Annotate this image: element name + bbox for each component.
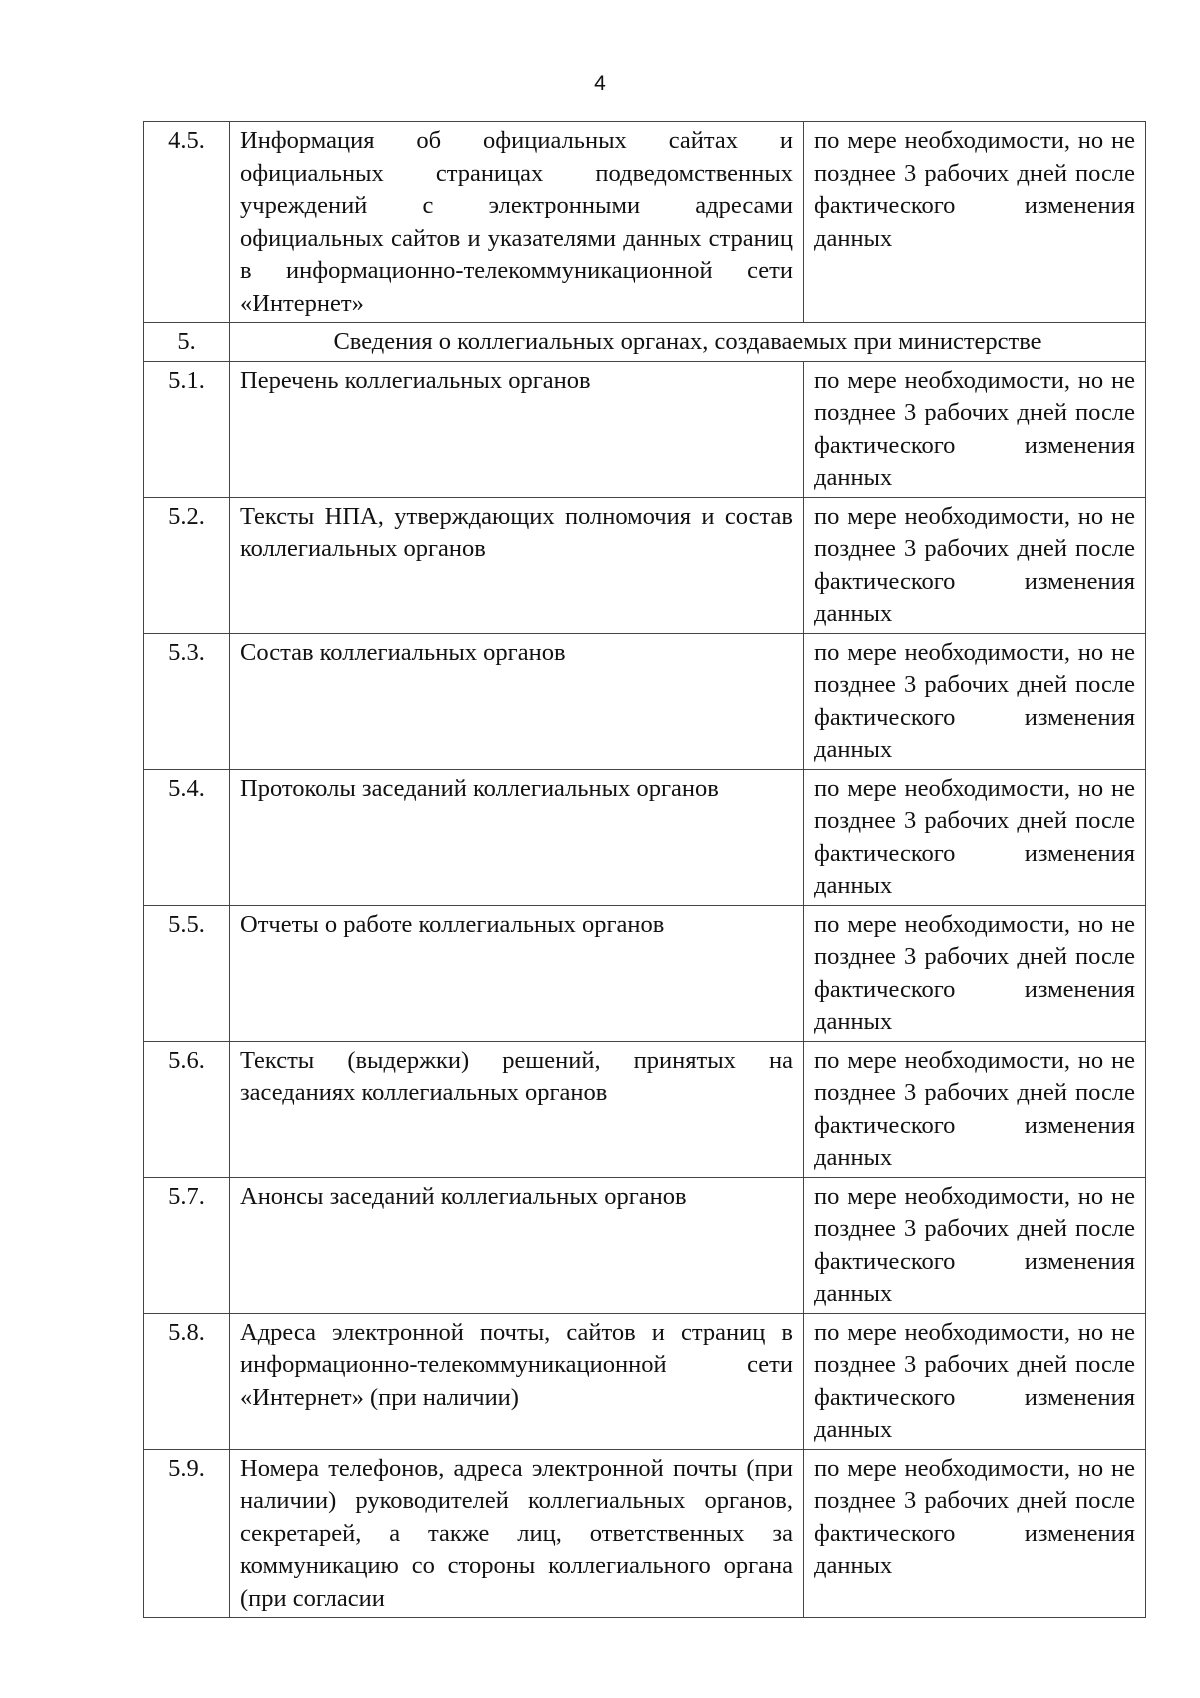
- update-term: по мере необходимости, но не позднее 3 рабочих дней после фактического изменения данных: [804, 1041, 1146, 1177]
- row-number: 4.5.: [144, 122, 230, 323]
- table-row: [144, 122, 1146, 323]
- table-row: [144, 905, 1146, 1041]
- row-number: 5.1.: [144, 361, 230, 497]
- row-number: 5.2.: [144, 497, 230, 633]
- information-table: [143, 121, 1146, 1618]
- page-number: 4: [594, 72, 606, 95]
- row-number: 5.7.: [144, 1177, 230, 1313]
- table-row: [144, 1177, 1146, 1313]
- info-description: Анонсы заседаний коллегиальных органов: [230, 1177, 804, 1313]
- info-description: Состав коллегиальных органов: [230, 633, 804, 769]
- table-row: [144, 1449, 1146, 1618]
- update-term: по мере необходимости, но не позднее 3 рабочих дней после фактического изменения данных: [804, 122, 1146, 323]
- row-number: 5.3.: [144, 633, 230, 769]
- info-description: Информация об официальных сайтах и официальных страницах подведомственных учреждений с электронными адресами официальных сайтов и указателями данных страниц в информационно-телекоммуникационной сети «Интернет»: [230, 122, 804, 323]
- update-term: по мере необходимости, но не позднее 3 рабочих дней после фактического изменения данных: [804, 769, 1146, 905]
- update-term: по мере необходимости, но не позднее 3 рабочих дней после фактического изменения данных: [804, 361, 1146, 497]
- info-description: Перечень коллегиальных органов: [230, 361, 804, 497]
- table-row: [144, 633, 1146, 769]
- update-term: по мере необходимости, но не позднее 3 рабочих дней после фактического изменения данных: [804, 497, 1146, 633]
- row-number: 5.5.: [144, 905, 230, 1041]
- info-description: Тексты НПА, утверждающих полномочия и состав коллегиальных органов: [230, 497, 804, 633]
- table-row: [144, 769, 1146, 905]
- update-term: по мере необходимости, но не позднее 3 рабочих дней после фактического изменения данных: [804, 1313, 1146, 1449]
- table-row: [144, 361, 1146, 497]
- update-term: по мере необходимости, но не позднее 3 рабочих дней после фактического изменения данных: [804, 633, 1146, 769]
- update-term: по мере необходимости, но не позднее 3 рабочих дней после фактического изменения данных: [804, 1449, 1146, 1618]
- table-row: [144, 497, 1146, 633]
- info-description: Отчеты о работе коллегиальных органов: [230, 905, 804, 1041]
- table-row: [144, 1313, 1146, 1449]
- row-number: 5.9.: [144, 1449, 230, 1618]
- info-description: Тексты (выдержки) решений, принятых на заседаниях коллегиальных органов: [230, 1041, 804, 1177]
- info-description: Протоколы заседаний коллегиальных органов: [230, 769, 804, 905]
- row-number: 5.6.: [144, 1041, 230, 1177]
- row-number: 5.4.: [144, 769, 230, 905]
- row-number: 5.8.: [144, 1313, 230, 1449]
- section-title: Сведения о коллегиальных органах, создаваемых при министерстве: [230, 323, 1146, 362]
- update-term: по мере необходимости, но не позднее 3 рабочих дней после фактического изменения данных: [804, 905, 1146, 1041]
- section-number: 5.: [144, 323, 230, 362]
- update-term: по мере необходимости, но не позднее 3 рабочих дней после фактического изменения данных: [804, 1177, 1146, 1313]
- info-description: Адреса электронной почты, сайтов и страниц в информационно-телекоммуникационной сети «Интернет» (при наличии): [230, 1313, 804, 1449]
- section-row: [144, 323, 1146, 362]
- table-row: [144, 1041, 1146, 1177]
- info-description: Номера телефонов, адреса электронной почты (при наличии) руководителей коллегиальных органов, секретарей, а также лиц, ответственных за коммуникацию со стороны коллегиального органа (при согласии: [230, 1449, 804, 1618]
